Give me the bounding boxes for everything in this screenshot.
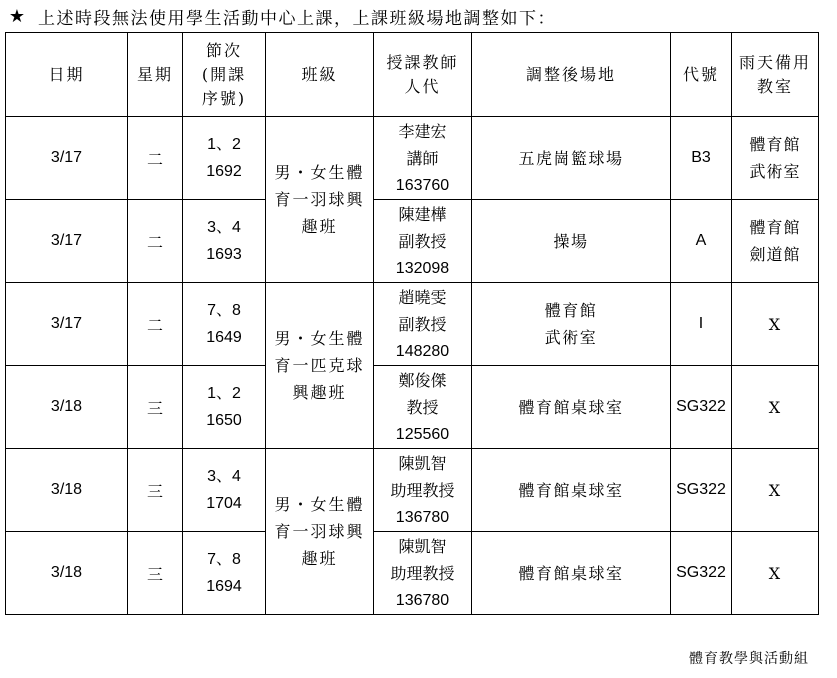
class-group-cell <box>266 117 374 283</box>
black-star-icon: ★ <box>8 5 26 27</box>
period-slot: 7、8 <box>207 551 241 568</box>
rain-room-cell: 體育館 劍道館 <box>732 200 819 283</box>
rain-room-cell: X <box>732 283 819 366</box>
course-number: 1694 <box>206 578 242 595</box>
date-cell: 3/17 <box>6 200 128 283</box>
header-rain-room: 雨天備用 教室 <box>732 33 819 117</box>
teacher-cell <box>374 532 472 615</box>
venue-cell: 體育館桌球室 <box>472 532 671 615</box>
teacher-title: 助理教授 <box>390 563 455 583</box>
rain-room-cell: X <box>732 532 819 615</box>
venue-adjustment-table <box>5 32 819 615</box>
teacher-id: 136780 <box>395 508 450 526</box>
code-cell: SG322 <box>671 366 732 449</box>
class-group-label: 男・女生體育一匹克球興趣班 <box>274 329 365 402</box>
period-cell <box>183 532 266 615</box>
teacher-title: 副教授 <box>398 231 447 251</box>
date-cell: 3/18 <box>6 532 128 615</box>
header-teacher: 授課教師 人代 <box>374 33 472 117</box>
period-cell <box>183 449 266 532</box>
notice-heading <box>0 4 556 28</box>
course-number: 1704 <box>206 495 242 512</box>
teacher-id: 125560 <box>395 425 450 443</box>
code-cell: A <box>671 200 732 283</box>
table-row <box>6 449 819 532</box>
teacher-name: 陳凱智 <box>398 536 447 556</box>
venue-cell: 體育館 武術室 <box>472 283 671 366</box>
weekday-cell: 二 <box>128 200 183 283</box>
venue-cell: 操場 <box>472 200 671 283</box>
period-slot: 7、8 <box>207 302 241 319</box>
date-cell: 3/18 <box>6 366 128 449</box>
teacher-name: 鄭俊傑 <box>398 370 447 390</box>
teacher-id: 132098 <box>395 259 450 277</box>
teacher-title: 副教授 <box>398 314 447 334</box>
weekday-cell: 三 <box>128 366 183 449</box>
venue-cell: 體育館桌球室 <box>472 449 671 532</box>
class-group-cell <box>266 283 374 449</box>
venue-cell: 體育館桌球室 <box>472 366 671 449</box>
teacher-id: 148280 <box>395 342 450 360</box>
weekday-cell: 三 <box>128 449 183 532</box>
period-slot: 1、2 <box>207 136 241 153</box>
rain-room-cell: X <box>732 449 819 532</box>
teacher-cell <box>374 366 472 449</box>
period-slot: 1、2 <box>207 385 241 402</box>
table-header-row <box>6 33 819 117</box>
course-number: 1692 <box>206 163 242 180</box>
table-row <box>6 532 819 615</box>
table-row <box>6 283 819 366</box>
teacher-id: 136780 <box>395 591 450 609</box>
header-code: 代號 <box>671 33 732 117</box>
code-cell: B3 <box>671 117 732 200</box>
code-cell: SG322 <box>671 532 732 615</box>
weekday-cell: 三 <box>128 532 183 615</box>
teacher-name: 陳凱智 <box>398 453 447 473</box>
table-row <box>6 366 819 449</box>
teacher-cell <box>374 200 472 283</box>
table-row <box>6 117 819 200</box>
course-number: 1650 <box>206 412 242 429</box>
weekday-cell: 二 <box>128 117 183 200</box>
teacher-title: 教授 <box>406 397 439 417</box>
teacher-cell <box>374 117 472 200</box>
period-slot: 3、4 <box>207 219 241 236</box>
class-group-label: 男・女生體育一羽球興趣班 <box>274 163 365 236</box>
period-cell <box>183 117 266 200</box>
date-cell: 3/17 <box>6 283 128 366</box>
header-date: 日期 <box>6 33 128 117</box>
period-cell <box>183 366 266 449</box>
period-slot: 3、4 <box>207 468 241 485</box>
teacher-title: 助理教授 <box>390 480 455 500</box>
code-cell: I <box>671 283 732 366</box>
header-weekday: 星期 <box>128 33 183 117</box>
teacher-cell <box>374 449 472 532</box>
teacher-title: 講師 <box>406 148 439 168</box>
header-period: 節次 (開課 序號) <box>183 33 266 117</box>
teacher-name: 趙曉雯 <box>398 287 447 307</box>
code-cell: SG322 <box>671 449 732 532</box>
weekday-cell: 二 <box>128 283 183 366</box>
teacher-id: 163760 <box>395 176 450 194</box>
date-cell: 3/17 <box>6 117 128 200</box>
class-group-cell <box>266 449 374 615</box>
department-signature: 體育教學與活動組 <box>689 651 809 667</box>
table-row <box>6 200 819 283</box>
date-cell: 3/18 <box>6 449 128 532</box>
notice-heading-text: 上述時段無法使用學生活動中心上課，上課班級場地調整如下： <box>38 8 556 29</box>
teacher-name: 李建宏 <box>398 121 447 141</box>
course-number: 1693 <box>206 246 242 263</box>
rain-room-cell: 體育館 武術室 <box>732 117 819 200</box>
teacher-name: 陳建樺 <box>398 204 447 224</box>
venue-cell: 五虎崗籃球場 <box>472 117 671 200</box>
teacher-cell <box>374 283 472 366</box>
rain-room-cell: X <box>732 366 819 449</box>
course-number: 1649 <box>206 329 242 346</box>
class-group-label: 男・女生體育一羽球興趣班 <box>274 495 365 568</box>
header-venue: 調整後場地 <box>472 33 671 117</box>
period-cell <box>183 200 266 283</box>
header-class: 班級 <box>266 33 374 117</box>
period-cell <box>183 283 266 366</box>
